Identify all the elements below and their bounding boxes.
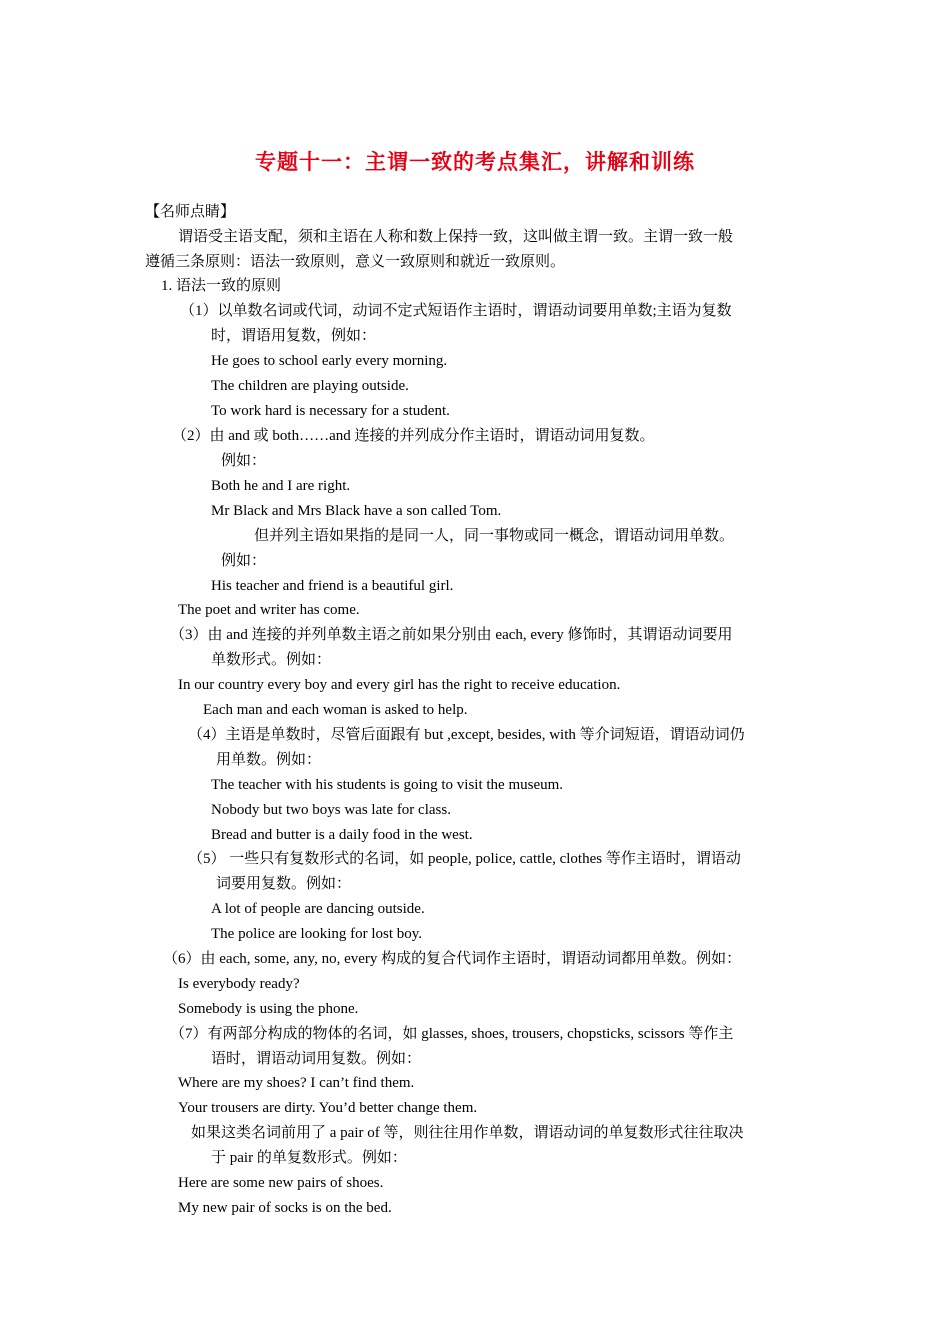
rule-note: 于 pair 的单复数形式。例如：	[211, 1150, 407, 1166]
intro-paragraph-line: 遵循三条原则：语法一致原则，意义一致原则和就近一致原则。	[145, 254, 566, 270]
example-sentence: The poet and writer has come.	[178, 602, 360, 618]
rule-item: 单数形式。例如：	[211, 652, 332, 668]
example-sentence: Here are some new pairs of shoes.	[178, 1175, 384, 1191]
rule-item: 用单数。例如：	[216, 752, 322, 768]
example-sentence: Each man and each woman is asked to help.	[203, 702, 468, 718]
section-heading: 【名师点睛】	[145, 204, 236, 220]
rule-item: 时，谓语用复数，例如：	[211, 328, 377, 344]
example-sentence: His teacher and friend is a beautiful girl.	[211, 578, 454, 594]
rule-item: （6）由 each, some, any, no, every 构成的复合代词作主语时，谓语动词都用单数。例如：	[163, 951, 742, 967]
example-sentence: In our country every boy and every girl has the right to receive education.	[178, 677, 621, 693]
rule-item: （5） 一些只有复数形式的名词，如 people, police, cattle, clothes 等作主语时，谓语动	[188, 851, 741, 867]
example-sentence: My new pair of socks is on the bed.	[178, 1200, 392, 1216]
example-sentence: A lot of people are dancing outside.	[211, 901, 425, 917]
example-label: 例如：	[221, 553, 267, 569]
example-sentence: He goes to school early every morning.	[211, 353, 448, 369]
rule-note: 但并列主语如果指的是同一人，同一事物或同一概念，谓语动词用单数。	[254, 528, 735, 544]
rule-item: （1）以单数名词或代词，动词不定式短语作主语时，谓语动词要用单数;主语为复数	[180, 303, 732, 319]
page-title: 专题十一：主谓一致的考点集汇，讲解和训练	[255, 150, 695, 174]
example-sentence: Mr Black and Mrs Black have a son called Tom.	[211, 503, 502, 519]
example-sentence: Bread and butter is a daily food in the west.	[211, 827, 473, 843]
rule-item: （4）主语是单数时，尽管后面跟有 but ,except, besides, with 等介词短语，谓语动词仍	[188, 727, 745, 743]
rule-item: （7）有两部分构成的物体的名词，如 glasses, shoes, trousers, chopsticks, scissors 等作主	[170, 1026, 734, 1042]
example-sentence: Is everybody ready?	[178, 976, 300, 992]
example-sentence: The police are looking for lost boy.	[211, 926, 423, 942]
example-sentence: The children are playing outside.	[211, 378, 409, 394]
rule-item: 词要用复数。例如：	[216, 876, 352, 892]
example-sentence: The teacher with his students is going to visit the museum.	[211, 777, 564, 793]
example-label: 例如：	[221, 453, 267, 469]
rule-item: 语时，谓语动词用复数。例如：	[211, 1051, 422, 1067]
intro-paragraph-line: 谓语受主语支配，须和主语在人称和数上保持一致，这叫做主谓一致。主谓一致一般	[178, 229, 734, 245]
rule-item: （3）由 and 连接的并列单数主语之前如果分别由 each, every 修饰时，其谓语动词要用	[170, 627, 733, 643]
example-sentence: Your trousers are dirty. You’d better change them.	[178, 1100, 478, 1116]
example-sentence: Somebody is using the phone.	[178, 1001, 359, 1017]
example-sentence: To work hard is necessary for a student.	[211, 403, 450, 419]
rule-item: （2）由 and 或 both……and 连接的并列成分作主语时，谓语动词用复数。	[172, 428, 655, 444]
example-sentence: Where are my shoes? I can’t find them.	[178, 1075, 415, 1091]
example-sentence: Nobody but two boys was late for class.	[211, 802, 451, 818]
rule-heading: 1. 语法一致的原则	[161, 278, 282, 294]
rule-note: 如果这类名词前用了 a pair of 等，则往往用作单数，谓语动词的单复数形式往往取决	[191, 1125, 744, 1141]
example-sentence: Both he and I are right.	[211, 478, 351, 494]
